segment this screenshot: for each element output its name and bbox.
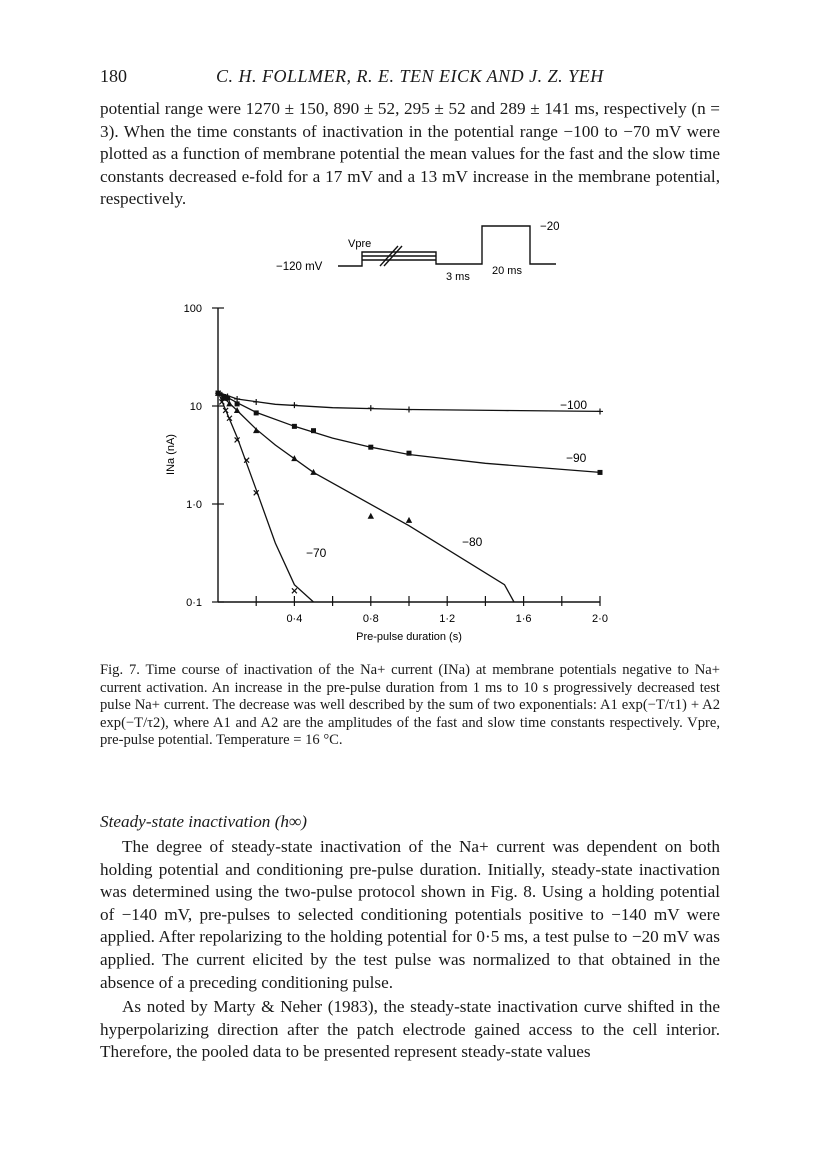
test-duration-label: 20 ms	[492, 265, 522, 277]
paragraph-2-text: The degree of steady-state inactivation of the Na+ current was dependent on both holding potential and conditioning pre-pulse duration. Initially, steady-state inactivation was determined using the two-pulse protocol shown in Fig. 8. Using a holding potential of −140 mV, pre-pulses to selected conditioning potentials positive to −140 mV were applied. After repolarizing to the holding potential for 0·5 ms, a test pulse to −20 mV was applied. The current elicited by the test pulse was normalized to that obtained in the absence of a preceding conditioning pulse.	[100, 837, 720, 992]
data-point	[311, 428, 316, 433]
page-number: 180	[100, 66, 127, 86]
data-point	[291, 402, 297, 408]
series-label: −70	[306, 546, 327, 560]
running-title: C. H. FOLLMER, R. E. TEN EICK AND J. Z. YEH	[216, 66, 604, 86]
x-tick-label: 1·2	[439, 613, 456, 625]
holding-potential-label: −120 mV	[276, 261, 323, 273]
series-label: −90	[566, 451, 587, 465]
data-point	[407, 451, 412, 456]
chart-axes	[212, 308, 600, 606]
data-point	[598, 470, 603, 475]
data-point	[368, 513, 374, 519]
paragraph-2	[100, 836, 720, 994]
paragraph-3-text: As noted by Marty & Neher (1983), the steady-state inactivation curve shifted in the hyperpolarizing direction after the patch electrode gained access to the cell interior. Therefore, the pooled data to be presented represent steady-state values	[100, 997, 720, 1062]
data-point	[292, 424, 297, 429]
data-point	[235, 401, 240, 406]
vpre-label: Vpre	[348, 238, 372, 250]
section-heading: Steady-state inactivation (h∞)	[100, 812, 307, 831]
x-tick-label: 2·0	[592, 613, 608, 625]
data-point	[368, 445, 373, 450]
series-label: −80	[462, 535, 483, 549]
paragraph-3	[100, 996, 720, 1064]
data-point	[310, 469, 316, 475]
y-tick-label: 10	[189, 401, 202, 413]
gap-duration-label: 3 ms	[446, 271, 470, 283]
data-point	[406, 517, 412, 523]
x-tick-label: 1·6	[515, 613, 532, 625]
y-axis-label: INa (nA)	[165, 434, 177, 475]
data-point	[253, 427, 259, 433]
series-curve	[218, 392, 514, 602]
data-point	[406, 407, 412, 413]
data-point	[254, 410, 259, 415]
paragraph-top-text: potential range were 1270 ± 150, 890 ± 52, 295 ± 52 and 289 ± 141 ms, respectively (n = 3). When the time constants of inactivation in the potential range −100 to −70 mV were plotted as a function of membrane potential the mean values for the fast and the slow time constants decreased e-fold for a 17 mV and a 13 mV increase in the membrane potential, respectively.	[100, 99, 720, 209]
figure-caption: Fig. 7. Time course of inactivation of the Na+ current (INa) at membrane potentials negative to Na+ current activation. An increase in the pre-pulse duration from 1 ms to 10 s progressively decreased test pulse Na+ current. The decrease was well described by the sum of two exponentials: A1 exp(−T/τ1) + A2 exp(−T/τ2), where A1 and A2 are the amplitudes of the fast and slow time constants respectively. Vpre, pre-pulse potential. Temperature = 16 °C.	[100, 662, 720, 749]
x-tick-label: 0·4	[286, 613, 303, 625]
y-tick-label: 0·1	[186, 597, 202, 609]
y-tick-label: 100	[183, 303, 202, 315]
data-point	[291, 455, 297, 461]
data-point	[253, 399, 259, 405]
chart-labels	[165, 303, 608, 643]
chart-curves	[218, 392, 600, 602]
x-axis-label: Pre-pulse duration (s)	[356, 631, 462, 643]
data-point	[368, 405, 374, 411]
chart-marks	[215, 390, 603, 594]
test-potential-label: −20	[540, 221, 560, 233]
series-label: −100	[560, 398, 588, 412]
series-curve	[218, 392, 314, 602]
data-point	[597, 408, 603, 414]
y-tick-label: 1·0	[186, 499, 202, 511]
data-point	[292, 588, 297, 593]
x-tick-label: 0·8	[362, 613, 379, 625]
